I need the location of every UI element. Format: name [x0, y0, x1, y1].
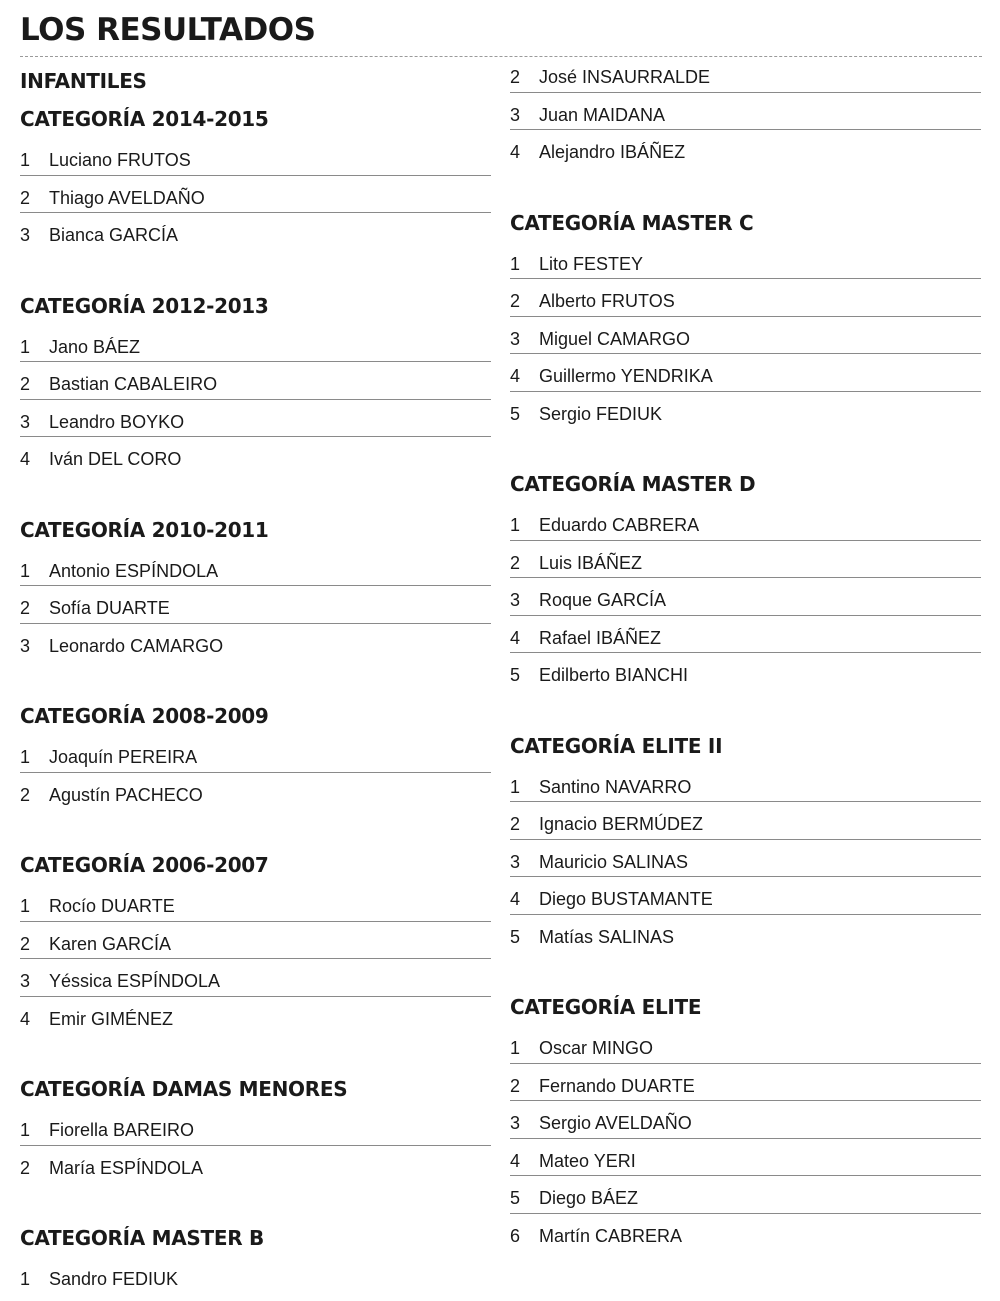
result-position: 3 — [510, 328, 521, 349]
result-row — [20, 735, 491, 773]
category-title: CATEGORÍA DAMAS MENORES — [20, 1077, 348, 1101]
right-categories — [510, 204, 981, 1252]
result-position: 2 — [510, 291, 521, 311]
category-gap — [20, 251, 491, 287]
category-title: CATEGORÍA 2008-2009 — [20, 704, 269, 728]
result-name: Joaquín PEREIRA — [49, 747, 198, 767]
result-position: 1 — [510, 1038, 521, 1058]
result-position: 2 — [20, 784, 31, 805]
result-name: Lito FESTEY — [539, 253, 644, 274]
result-name: Martín CABRERA — [539, 1225, 683, 1246]
result-row — [20, 176, 491, 214]
category-title: CATEGORÍA 2014-2015 — [20, 107, 269, 131]
category-gap — [20, 661, 491, 697]
result-position: 1 — [20, 150, 31, 170]
result-row — [510, 616, 981, 654]
category-title: CATEGORÍA ELITE — [510, 995, 702, 1019]
right-column — [510, 55, 981, 1251]
category-block — [20, 1070, 491, 1183]
result-row — [20, 138, 491, 176]
result-row — [20, 959, 491, 997]
result-name: Rocío DUARTE — [49, 896, 175, 916]
result-position: 4 — [510, 1150, 521, 1171]
result-name: Antonio ESPÍNDOLA — [49, 560, 219, 581]
result-row — [510, 1064, 981, 1102]
result-name: Diego BÁEZ — [539, 1188, 639, 1208]
result-name: Sandro FEDIUK — [49, 1269, 179, 1289]
result-row — [20, 213, 491, 251]
result-position: 2 — [510, 814, 521, 834]
result-position: 1 — [20, 1120, 31, 1140]
result-name: Edilberto BIANCHI — [539, 665, 689, 685]
result-row — [510, 130, 981, 168]
result-row — [510, 93, 981, 131]
result-position: 2 — [510, 67, 521, 87]
result-row — [510, 765, 981, 803]
category-title: CATEGORÍA 2012-2013 — [20, 293, 269, 318]
result-position: 1 — [20, 336, 31, 357]
category-gap — [510, 168, 981, 204]
result-position: 4 — [510, 142, 521, 162]
result-row — [510, 55, 981, 93]
result-name: Jano BÁEZ — [49, 336, 141, 357]
category-block — [20, 287, 491, 475]
result-row — [510, 578, 981, 616]
result-row — [510, 1139, 981, 1177]
result-position: 1 — [20, 560, 31, 581]
result-row — [510, 317, 981, 355]
result-position: 3 — [510, 1113, 521, 1133]
continued-results — [510, 55, 981, 204]
result-name: Miguel CAMARGO — [539, 328, 691, 349]
result-position: 6 — [510, 1225, 521, 1246]
result-name: Leandro BOYKO — [49, 411, 185, 432]
result-name: Rafael IBÁÑEZ — [539, 627, 662, 648]
result-row — [20, 624, 491, 662]
result-row — [20, 884, 491, 922]
category-gap — [510, 691, 981, 727]
result-position: 4 — [510, 889, 521, 909]
result-position: 3 — [510, 851, 521, 872]
result-name: Sergio FEDIUK — [539, 403, 663, 424]
result-position: 4 — [510, 627, 521, 648]
result-row — [20, 1108, 491, 1146]
category-block — [20, 511, 491, 662]
result-name: Luciano FRUTOS — [49, 150, 191, 170]
result-row — [20, 1146, 491, 1184]
result-name: Iván DEL CORO — [49, 449, 182, 469]
result-position: 1 — [510, 515, 521, 535]
result-name: Roque GARCÍA — [539, 590, 667, 610]
result-row — [20, 437, 491, 475]
category-block — [20, 1219, 491, 1295]
result-row — [510, 653, 981, 691]
result-name: Bastian CABALEIRO — [49, 374, 218, 394]
result-name: Santino NAVARRO — [539, 776, 692, 797]
category-title: CATEGORÍA MASTER D — [510, 472, 756, 496]
result-name: Luis IBÁÑEZ — [539, 552, 643, 573]
result-position: 1 — [510, 253, 521, 274]
category-title: CATEGORÍA 2010-2011 — [20, 517, 269, 542]
result-position: 3 — [510, 590, 521, 610]
category-gap — [20, 810, 491, 846]
result-row — [20, 773, 491, 811]
category-block — [510, 204, 981, 430]
result-position: 3 — [20, 225, 31, 245]
result-name: Sergio AVELDAÑO — [539, 1113, 692, 1133]
result-position: 2 — [20, 187, 31, 208]
result-row — [510, 877, 981, 915]
result-position: 3 — [510, 104, 521, 125]
result-name: Leonardo CAMARGO — [49, 635, 224, 656]
result-position: 1 — [20, 1269, 31, 1289]
result-row — [20, 586, 491, 624]
result-position: 4 — [510, 366, 521, 386]
category-block — [510, 727, 981, 953]
result-row — [20, 362, 491, 400]
result-row — [510, 503, 981, 541]
result-position: 3 — [20, 635, 31, 656]
result-row — [20, 922, 491, 960]
result-row — [20, 325, 491, 363]
page-title: LOS RESULTADOS — [20, 12, 316, 48]
result-position: 2 — [20, 933, 31, 954]
result-name: Eduardo CABRERA — [539, 515, 700, 535]
result-position: 1 — [20, 896, 31, 916]
result-position: 2 — [20, 1157, 31, 1178]
result-name: Sofía DUARTE — [49, 598, 170, 618]
result-row — [20, 997, 491, 1035]
result-row — [20, 400, 491, 438]
category-block — [510, 988, 981, 1251]
section-label: INFANTILES — [20, 69, 147, 93]
result-row — [510, 354, 981, 392]
category-title: CATEGORÍA MASTER B — [20, 1226, 264, 1250]
left-column — [20, 62, 491, 1295]
result-position: 5 — [510, 665, 521, 685]
category-block — [20, 697, 491, 810]
result-name: Karen GARCÍA — [49, 933, 172, 954]
result-position: 2 — [510, 1075, 521, 1096]
result-position: 1 — [510, 776, 521, 797]
result-row — [510, 840, 981, 878]
result-name: Thiago AVELDAÑO — [49, 187, 205, 208]
result-name: Ignacio BERMÚDEZ — [539, 814, 704, 834]
category-block — [20, 100, 491, 251]
category-gap — [20, 1183, 491, 1219]
result-position: 2 — [510, 552, 521, 573]
result-position: 4 — [20, 1008, 31, 1029]
result-position: 3 — [20, 971, 31, 991]
result-row — [510, 279, 981, 317]
result-position: 2 — [20, 374, 31, 394]
result-name: Guillermo YENDRIKA — [539, 366, 713, 386]
result-position: 2 — [20, 598, 31, 618]
left-categories — [20, 100, 491, 1295]
result-position: 4 — [20, 449, 31, 469]
result-name: Agustín PACHECO — [49, 784, 203, 805]
result-name: María ESPÍNDOLA — [49, 1157, 204, 1178]
category-gap — [510, 429, 981, 465]
result-row — [510, 915, 981, 953]
category-gap — [510, 952, 981, 988]
result-name: Oscar MINGO — [539, 1038, 654, 1058]
result-row — [510, 242, 981, 280]
category-block — [20, 846, 491, 1034]
category-title: CATEGORÍA 2006-2007 — [20, 853, 269, 877]
result-name: Mateo YERI — [539, 1150, 636, 1171]
result-row — [510, 1026, 981, 1064]
result-row — [510, 392, 981, 430]
result-name: Yéssica ESPÍNDOLA — [49, 971, 221, 991]
result-name: Mauricio SALINAS — [539, 851, 689, 872]
result-name: Juan MAIDANA — [539, 104, 666, 125]
result-row — [510, 1101, 981, 1139]
result-name: Fernando DUARTE — [539, 1075, 695, 1096]
result-name: Alberto FRUTOS — [539, 291, 675, 311]
result-row — [20, 549, 491, 587]
result-position: 5 — [510, 926, 521, 947]
category-title: CATEGORÍA ELITE II — [510, 733, 723, 758]
category-title: CATEGORÍA MASTER C — [510, 210, 754, 235]
result-name: Alejandro IBÁÑEZ — [539, 142, 686, 162]
result-position: 5 — [510, 403, 521, 424]
result-row — [510, 1214, 981, 1252]
category-block — [510, 465, 981, 691]
result-name: Diego BUSTAMANTE — [539, 889, 713, 909]
result-row — [510, 1176, 981, 1214]
result-position: 1 — [20, 747, 31, 767]
result-position: 3 — [20, 411, 31, 432]
result-name: Bianca GARCÍA — [49, 225, 179, 245]
result-name: Fiorella BAREIRO — [49, 1120, 195, 1140]
result-position: 5 — [510, 1188, 521, 1208]
result-name: José INSAURRALDE — [539, 67, 711, 87]
category-gap — [20, 475, 491, 511]
result-name: Emir GIMÉNEZ — [49, 1008, 173, 1029]
result-row — [510, 802, 981, 840]
result-row — [510, 541, 981, 579]
category-gap — [20, 1034, 491, 1070]
result-row — [20, 1257, 491, 1295]
result-name: Matías SALINAS — [539, 926, 675, 947]
